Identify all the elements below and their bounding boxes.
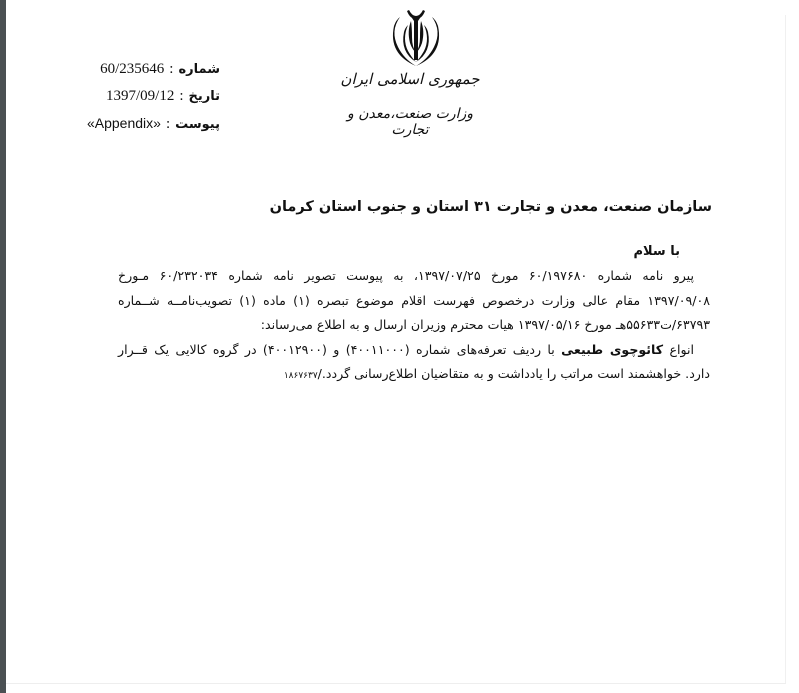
recipient: سازمان صنعت، معدن و تجارت ۳۱ استان و جنوب استان کرمان [269,199,712,215]
meta-date-row [70,85,220,112]
letter-meta [70,58,220,139]
attachment-value: «Appendix» [86,115,161,131]
body-line: ۶۳۷۹۳/ت۵۵۶۳۳هـ مورخ ۱۳۹۷/۰۵/۱۶ هیات محترم وزیران ارسال و به اطلاع می‌رساند: [260,317,710,332]
separator: : [165,116,171,132]
body-line: پیرو نامه شماره ۶۰/۱۹۷۶۸۰ مورخ ۱۳۹۷/۰۷/۲۵، به پیوست تصویر نامه شماره ۶۰/۲۳۲۰۳۴ مـورخ [118,268,694,283]
reference-number: ۱۸۶۷۶۳۷ [283,371,318,381]
body-line: ۱۳۹۷/۰۹/۰۸ مقام عالی وزارت درخصوص فهرست اقلام موضوع تبصره (۱) ماده (۱) تصویب‌نامــه شــماره [118,292,711,308]
body-line [118,362,710,389]
page-edge-right [785,15,786,683]
body-line [118,338,710,363]
greeting: با سلام [633,244,680,259]
number-value: 60/235646 [100,61,165,77]
meta-attachment-row [70,112,220,139]
letterhead-country: جمهوری اسلامی ایران [340,70,480,88]
letter-body [118,264,710,389]
body-text: با ردیف تعرفه‌های شماره (۴۰۰۱۱۰۰۰) و (۴۰۰۱۲۹۰۰) در گروه کالایی یک قــرار [118,341,562,357]
body-text: انواع [663,341,694,357]
meta-number-row [70,58,220,85]
product-name: کائوچوی طبیعی [561,341,664,357]
body-text: دارد. خواهشمند است مراتب را یادداشت و به متقاضیان اطلاع‌رسانی گردد./ [317,366,710,381]
letterhead-ministry: وزارت صنعت،معدن و تجارت [346,106,474,138]
date-value: 1397/09/12 [105,88,175,104]
page-edge-bottom [6,683,786,684]
date-label: تاریخ [188,89,220,104]
iran-emblem-icon [385,8,447,68]
separator: : [179,88,184,104]
viewer-left-strip [0,0,6,693]
separator: : [169,61,174,77]
attachment-label: پیوست [175,117,220,132]
number-label: شماره [178,62,220,77]
